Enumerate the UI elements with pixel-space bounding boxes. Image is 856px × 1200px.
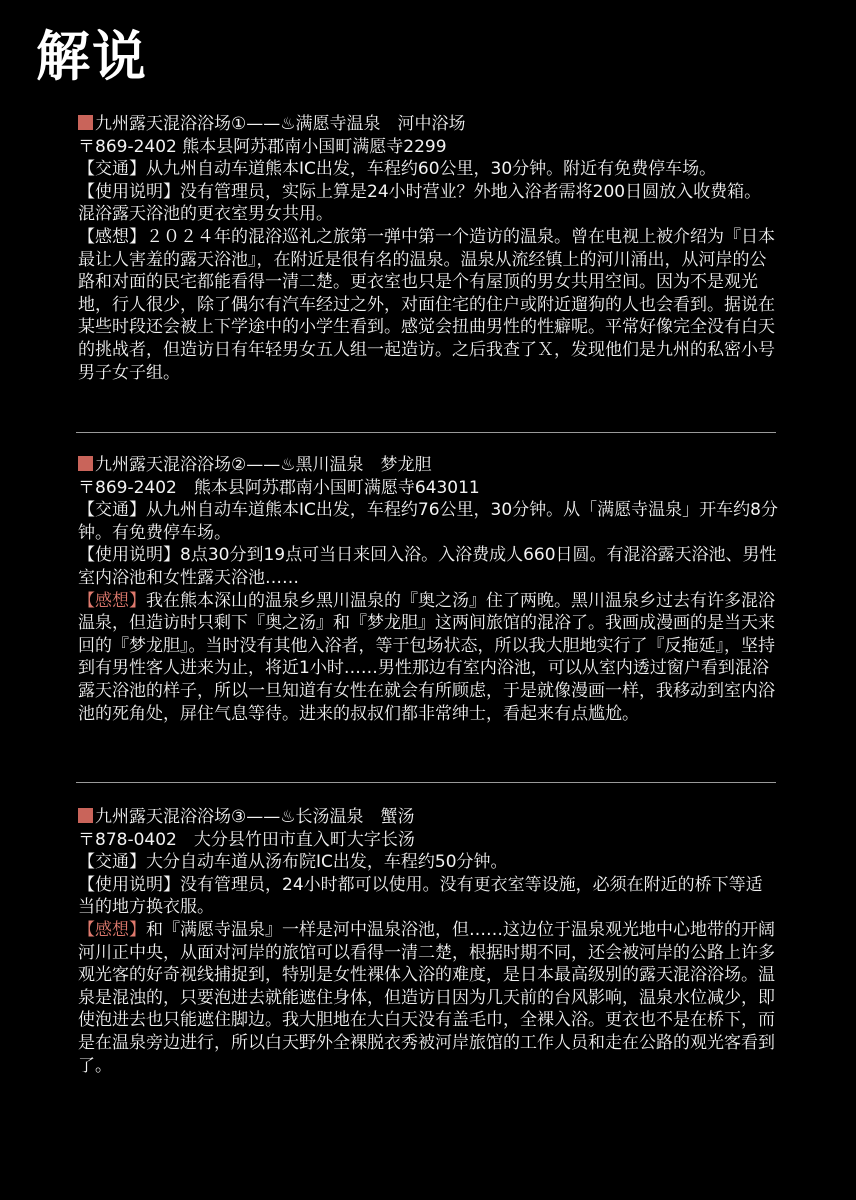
section-title-text: 九州露天混浴浴场①——♨满愿寺温泉 河中浴场 [95,114,466,134]
impression [78,590,778,726]
section-divider [76,782,776,783]
postal-address: 〒869-2402 熊本县阿苏郡南小国町满愿寺643011 [78,477,480,498]
section-kani-yu [78,806,778,1077]
impression-label: 【感想】 [78,919,146,940]
usage-info: 【使用说明】没有管理员，24小时都可以使用。没有更衣室等设施，必须在附近的桥下等适当的地方换衣服。 [78,874,763,918]
impression [78,919,778,1077]
usage-info: 【使用说明】8点30分到19点可当日来回入浴。入浴费成人660日圆。有混浴露天浴池、男性室内浴池和女性露天浴池…… [78,545,777,588]
traffic-info: 【交通】从九州自动车道熊本IC出发，车程约60公里，30分钟。附近有免费停车场。 [78,159,717,180]
usage-info: 【使用说明】没有管理员，实际上算是24小时营业？外地入浴者需将200日圆放入收费箱。混浴露天浴池的更衣室男女共用。 [78,181,762,225]
traffic-info: 【交通】大分自动车道从汤布院IC出发，车程约50分钟。 [78,852,508,873]
section-divider [76,432,776,433]
traffic-info: 【交通】从九州自动车道熊本IC出发，车程约76公里，30分钟。从「满愿寺温泉」开车约8分钟。有免费停车场。 [78,500,778,543]
impression-text: 和『满愿寺温泉』一样是河中温泉浴池，但……这边位于温泉观光地中心地带的开阔河川正中央，从面对河岸的旅馆可以看得一清二楚，根据时期不同，还会被河岸的公路上许多观光客的好奇视线捕捉到，特别是女性裸体入浴的难度，是日本最高级别的露天混浴浴场。温泉是混浊的，只要泡进去就能遮住身体，但造访日因为几天前的台风影响，温泉水位减少，即使泡进去也只能遮住脚边。我大胆地在大白天没有盖毛巾，全裸入浴。更衣也不是在桥下，而是在温泉旁边进行，所以白天野外全裸脱衣秀被河岸旅馆的工作人员和走在公路的观光客看到了。 [78,919,775,1076]
section-marker-icon [78,808,93,823]
impression-label: 【感想】 [78,226,146,247]
impression [78,226,778,384]
section-marker-icon [78,456,93,471]
page-title: 解说 [36,25,148,88]
impression-text: 我在熊本深山的温泉乡黑川温泉的『奥之汤』住了两晚。黑川温泉乡过去有许多混浴温泉，但造访时只剩下『奥之汤』和『梦龙胆』这两间旅馆的混浴了。我画成漫画的是当天来回的『梦龙胆』。当时没有其他入浴者，等于包场状态，所以我大胆地实行了『反拖延』，坚持到有男性客人进来为止，将近1小时……男性那边有室内浴池，可以从室内透过窗户看到混浴露天浴池的样子，所以一旦知道有女性在就会有所顾虑，于是就像漫画一样，我移动到室内浴池的死角处，屏住气息等待。进来的叔叔们都非常绅士，看起来有点尴尬。 [78,590,775,724]
postal-address: 〒878-0402 大分县竹田市直入町大字长汤 [78,829,415,850]
section-mangan-ji [78,113,778,384]
section-title-text: 九州露天混浴浴场②——♨黑川温泉 梦龙胆 [95,455,432,475]
section-title [78,113,778,136]
postal-address: 〒869-2402 熊本县阿苏郡南小国町满愿寺2299 [78,136,447,157]
section-title [78,454,778,477]
impression-label: 【感想】 [78,590,146,611]
section-marker-icon [78,115,93,130]
impression-text: ２０２４年的混浴巡礼之旅第一弹中第一个造访的温泉。曾在电视上被介绍为『日本最让人害羞的露天浴池』，在附近是很有名的温泉。温泉从流经镇上的河川涌出，从河岸的公路和对面的民宅都能看得一清二楚。更衣室也只是个有屋顶的男女共用空间。因为不是观光地，行人很少，除了偶尔有汽车经过之外，对面住宅的住户或附近遛狗的人也会看到。据说在某些时段还会被上下学途中的小学生看到。感觉会扭曲男性的性癖呢。平常好像完全没有白天的挑战者，但造访日有年轻男女五人组一起造访。之后我查了Ｘ，发现他们是九州的私密小号男子女子组。 [78,226,775,383]
section-title [78,806,778,829]
section-title-text: 九州露天混浴浴场③——♨长汤温泉 蟹汤 [95,807,415,827]
section-yume-rindo [78,454,778,725]
